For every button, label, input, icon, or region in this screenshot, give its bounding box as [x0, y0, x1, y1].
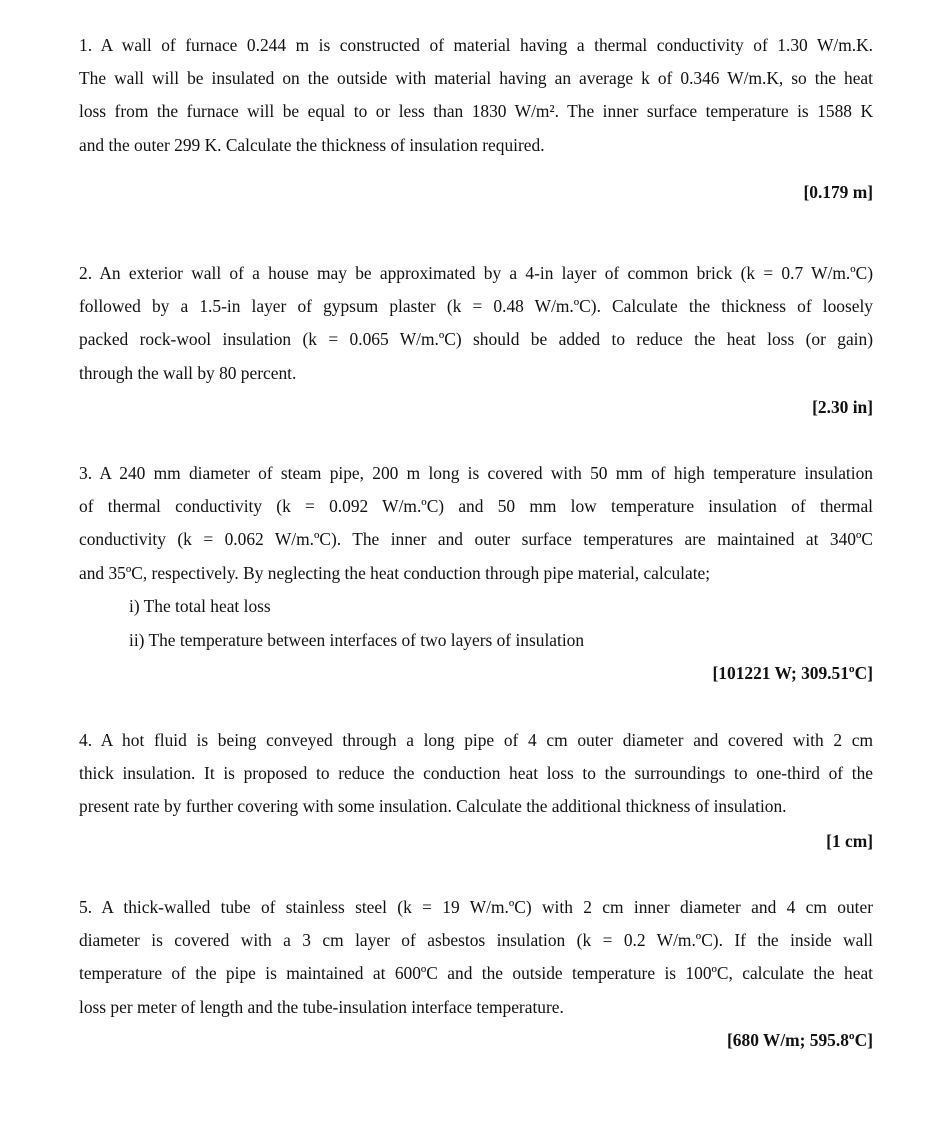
problem-3-subitem-1: i) The total heat loss [129, 596, 271, 616]
problem-4-answer: [1 cm] [826, 831, 873, 851]
problem-4-line-1: 4. A hot fluid is being conveyed through a long pipe of 4 cm outer diameter and covered with 2 cm [79, 730, 873, 750]
problem-4-line-2: thick insulation. It is proposed to reduce the conduction heat loss to the surroundings to one-third of the [79, 763, 873, 784]
problem-3-answer: [101221 W; 309.51ºC] [712, 663, 873, 683]
problem-1-line-2: The wall will be insulated on the outside with material having an average k of 0.346 W/m.K, so the heat [79, 68, 873, 89]
problem-3-subitem-2: ii) The temperature between interfaces of two layers of insulation [129, 630, 585, 650]
problem-1-line-1: 1. A wall of furnace 0.244 m is constructed of material having a thermal conductivity of 1.30 W/m.K. [79, 35, 873, 55]
problem-5-line-1: 5. A thick-walled tube of stainless steel (k = 19 W/m.ºC) with 2 cm inner diameter and 4 cm outer [79, 897, 873, 917]
problem-2-line-3: packed rock-wool insulation (k = 0.065 W/m.ºC) should be added to reduce the heat loss (or gain) [79, 329, 873, 350]
problem-2-answer: [2.30 in] [812, 397, 873, 417]
problem-5-line-2: diameter is covered with a 3 cm layer of asbestos insulation (k = 0.2 W/m.ºC). If the inside wall [79, 930, 873, 951]
problem-1-text [79, 29, 873, 162]
problem-3-line-1: 3. A 240 mm diameter of steam pipe, 200 m long is covered with 50 mm of high temperature insulation [79, 463, 873, 483]
problem-2-text [79, 257, 873, 390]
problem-1-line-3: loss from the furnace will be equal to or less than 1830 W/m². The inner surface temperature is 1588 K [79, 101, 873, 122]
problem-3-text [79, 457, 873, 590]
problem-3-line-2: of thermal conductivity (k = 0.092 W/m.ºC) and 50 mm low temperature insulation of thermal [79, 496, 873, 517]
problem-2-line-4: through the wall by 80 percent. [79, 362, 297, 383]
problem-3-line-4: and 35ºC, respectively. By neglecting the heat conduction through pipe material, calculate; [79, 562, 711, 583]
problem-2-line-2: followed by a 1.5-in layer of gypsum plaster (k = 0.48 W/m.ºC). Calculate the thickness of loosely [79, 296, 873, 317]
problem-4-line-3: present rate by further covering with some insulation. Calculate the additional thickness of insulation. [79, 796, 787, 817]
problem-4-text [79, 724, 873, 824]
problem-1-answer: [0.179 m] [803, 182, 873, 202]
problem-1-line-4: and the outer 299 K. Calculate the thickness of insulation required. [79, 134, 545, 155]
problem-5-line-4: loss per meter of length and the tube-insulation interface temperature. [79, 996, 564, 1017]
problem-5-answer: [680 W/m; 595.8ºC] [727, 1030, 873, 1050]
problem-3-line-3: conductivity (k = 0.062 W/m.ºC). The inner and outer surface temperatures are maintained at 340ºC [79, 529, 873, 550]
problem-5-text [79, 891, 873, 1024]
problem-5-line-3: temperature of the pipe is maintained at 600ºC and the outside temperature is 100ºC, calculate the heat [79, 963, 873, 984]
problem-2-line-1: 2. An exterior wall of a house may be approximated by a 4-in layer of common brick (k = 0.7 W/m.ºC) [79, 263, 873, 283]
